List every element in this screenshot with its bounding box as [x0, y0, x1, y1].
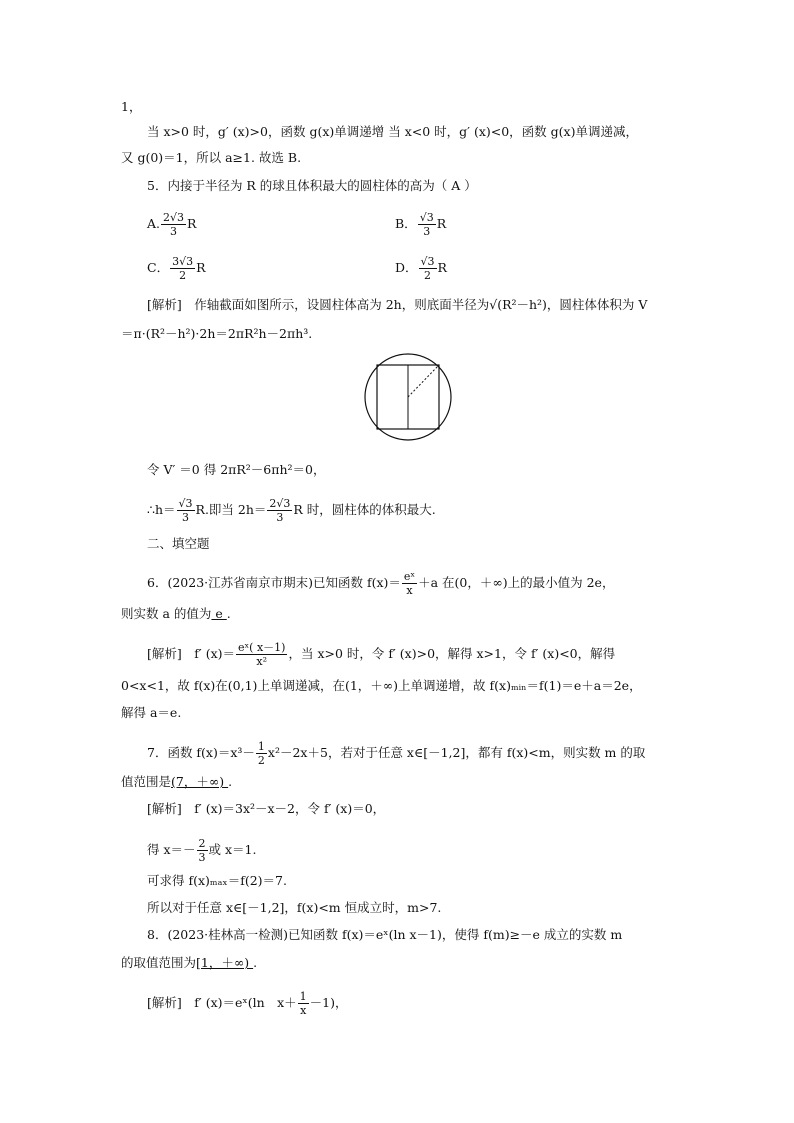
- answer-blank: [1，＋∞): [196, 955, 254, 970]
- solution-6-line: [解析] f′ (x)＝ $\frac{\text{eˣ( x－1)}}{\text{x²}}$ ，当 x>0 时，令 f′ (x)>0，解得 x>1，令 f′ (x)<0，解得: [147, 641, 616, 668]
- solution-6-line: 0<x<1，故 f(x)在(0,1)上单调递减，在(1，＋∞)上单调递增，故 f(x)ₘᵢₙ＝f(1)＝e＋a＝2e，: [121, 678, 642, 693]
- solution-5-line: 令 V′ ＝0 得 2πR²－6πh²＝0，: [147, 462, 326, 477]
- solution-7-line: 得 x＝－ $\frac{2}{3}$ 或 x＝1.: [147, 837, 257, 864]
- solution-7-line: 所以对于任意 x∈[－1,2]，f(x)<m 恒成立时，m>7.: [147, 900, 442, 915]
- text-line: 当 x>0 时，g′ (x)>0，函数 g(x)单调递增 当 x<0 时，g′ (x)<0，函数 g(x)单调递减，: [147, 124, 638, 139]
- solution-7-line: [解析] f′ (x)＝3x²－x－2，令 f′ (x)＝0，: [147, 801, 386, 816]
- solution-5-line: [解析] 作轴截面如图所示，设圆柱体高为 2h，则底面半径为√(R²－h²)，圆柱体体积为 V: [147, 297, 648, 312]
- cross-section-figure: [362, 352, 454, 442]
- solution-5-line: ＝π·(R²－h²)·2h＝2πR²h－2πh³.: [121, 326, 313, 341]
- solution-6-line: 解得 a＝e.: [121, 705, 182, 720]
- question-6-line: 则实数 a 的值为 e .: [121, 606, 231, 621]
- question-8: 8．(2023·桂林高一检测)已知函数 f(x)＝eˣ(ln x－1)，使得 f(m)≥－e 成立的实数 m: [147, 927, 623, 942]
- text-line: 又 g(0)＝1，所以 a≥1. 故选 B.: [121, 150, 302, 165]
- option-b: B． $\frac{√3}{3}$ R: [395, 211, 447, 238]
- answer-blank: e: [211, 606, 227, 621]
- answer-blank: (7，＋∞): [171, 774, 229, 789]
- option-a: A. $\frac{2√3}{3}$ R: [147, 211, 197, 238]
- option-d: D． $\frac{√3}{2}$ R: [395, 255, 447, 282]
- question-7: 7．函数 f(x)＝x³－ $\frac{1}{2}$ x²－2x＋5，若对于任意 x∈[－1,2]，都有 f(x)<m，则实数 m 的取: [147, 740, 646, 767]
- question-5: 5．内接于半径为 R 的球且体积最大的圆柱体的高为（ A ）: [147, 178, 477, 193]
- question-6: 6．(2023·江苏省南京市期末)已知函数 f(x)＝ $\frac{\text{eˣ}}{x}$ ＋a 在(0，＋∞)上的最小值为 2e，: [147, 570, 615, 597]
- question-7-line: 值范围是(7，＋∞) .: [121, 774, 233, 789]
- option-c: C． $\frac{3√3}{2}$ R: [147, 255, 206, 282]
- solution-8-line: [解析] f′ (x)＝eˣ(ln x＋ $\frac{1}{x}$ －1)，: [147, 990, 348, 1017]
- solution-5-line: ∴h＝ $\frac{√3}{3}$ R.即当 2h＝ $\frac{2√3}{3}$ R 时，圆柱体的体积最大.: [147, 497, 436, 524]
- section-heading: 二、填空题: [147, 536, 210, 551]
- question-8-line: 的取值范围为[1，＋∞) .: [121, 955, 258, 970]
- solution-7-line: 可求得 f(x)ₘₐₓ＝f(2)＝7.: [147, 873, 287, 888]
- text-line: 1，: [121, 99, 142, 114]
